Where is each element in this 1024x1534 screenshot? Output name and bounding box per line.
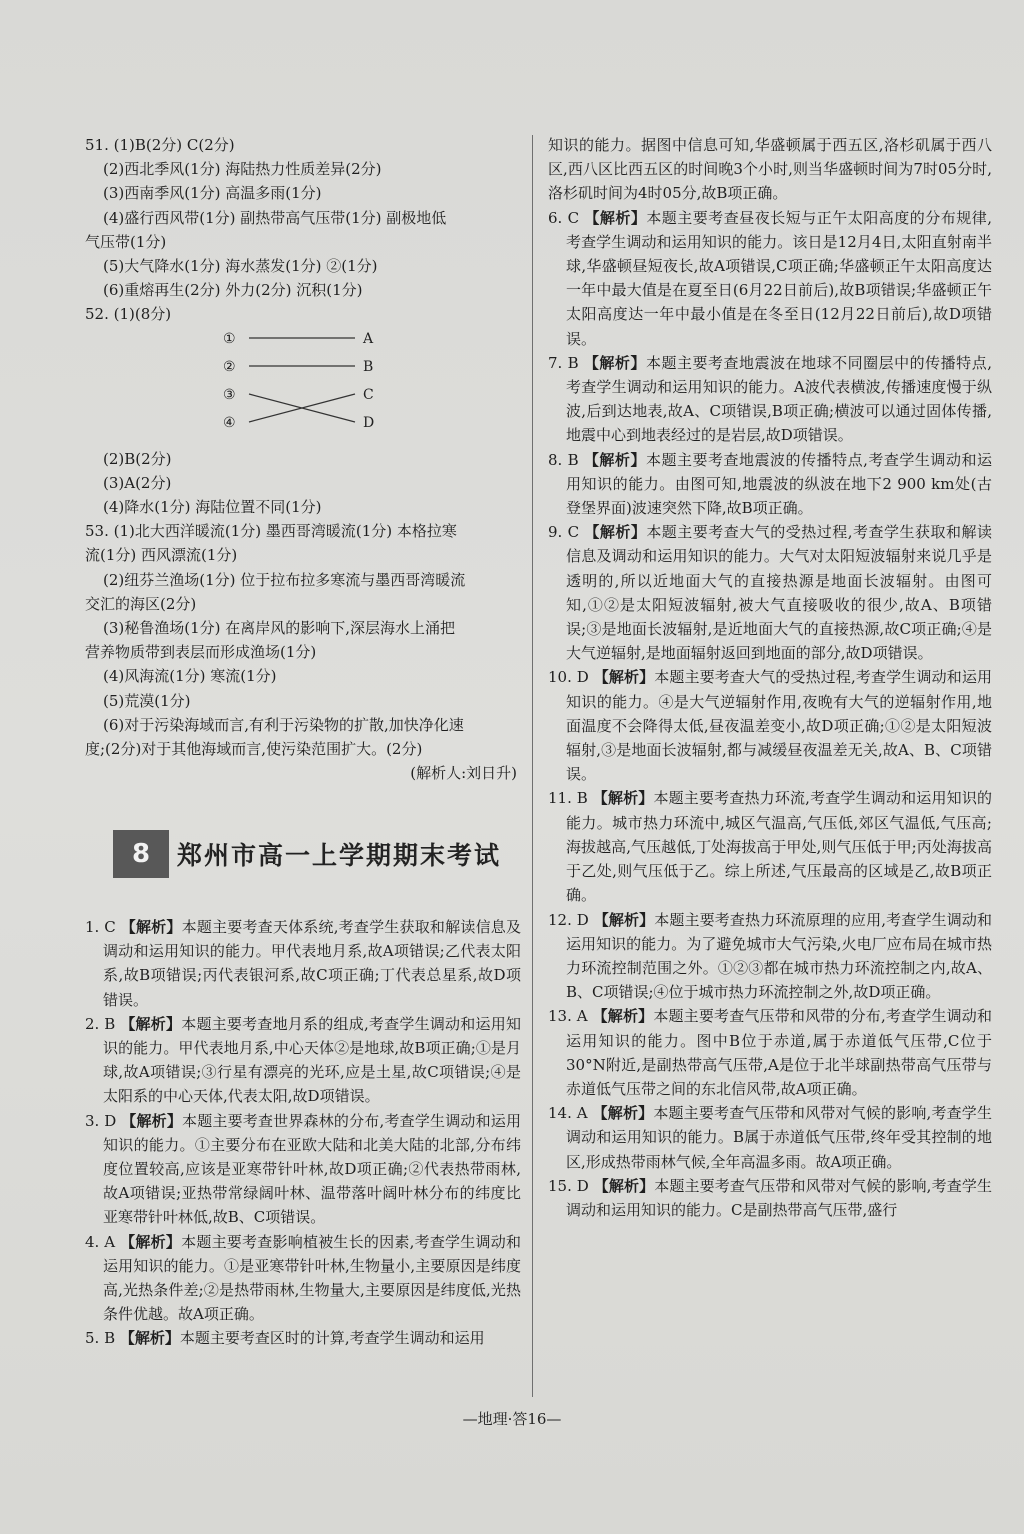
answer-text: 本题主要考查热力环流,考查学生调动和运用知识的能力。城市热力环流中,城区气温高,气压低,郊区气温低,气压高;海拔越高,气压越低,丁处海拔高于甲处,则气压低于甲;丙处海拔高于乙处,则气压低于乙。综上所述,气压最高的区域是乙,故B项正确。 <box>566 789 992 905</box>
analysis-tag: 【解析】 <box>593 910 655 929</box>
answer-number: 11. B <box>548 789 588 808</box>
answer-53-3b: 营养物质带到表层而形成渔场(1分) <box>85 643 317 662</box>
answer-text: 本题主要考查热力环流原理的应用,考查学生调动和运用知识的能力。为了避免城市大气污染,火电厂应布局在城市热力环流控制范围之外。①②③都在城市热力环流控制之内,故A、B、C项错误;④位于城市热力环流控制之外,故D项正确。 <box>566 910 992 1002</box>
analysis-tag: 【解析】 <box>120 1014 182 1033</box>
section-number-badge: 8 <box>113 830 169 878</box>
diagram-label-a: A <box>363 330 374 347</box>
answer-item <box>85 915 521 1012</box>
answer-item <box>85 1230 521 1327</box>
left-column <box>85 133 521 785</box>
answer-item <box>85 1326 521 1350</box>
answer-number: 10. D <box>548 668 589 687</box>
answer-text: 本题主要考查气压带和风带对气候的影响,考查学生调动和运用知识的能力。B属于赤道低气压带,终年受其控制的地区,形成热带雨林气候,全年高温多雨。故A项正确。 <box>566 1104 992 1171</box>
answer-text: 知识的能力。据图中信息可知,华盛顿属于西五区,洛杉矶属于西八区,西八区比西五区的时间晚3个小时,则当华盛顿时间为7时05分时,洛杉矶时间为4时05分,故B项正确。 <box>548 136 992 203</box>
analysis-tag: 【解析】 <box>592 1007 654 1026</box>
column-divider <box>532 135 533 1397</box>
answer-number: 2. B <box>85 1014 116 1033</box>
answer-item <box>548 133 992 206</box>
diagram-label-b: B <box>363 358 374 375</box>
answer-text: 本题主要考查地月系的组成,考查学生调动和运用知识的能力。甲代表地月系,中心天体②是地球,故B项正确;①是月球,故A项错误;③行星有漂亮的光环,应是土星,故C项错误;④是太阳系的中心天体,代表太阳,故D项错误。 <box>103 1014 521 1106</box>
answer-number: 7. B <box>548 353 579 372</box>
answer-number: 13. A <box>548 1007 588 1026</box>
answer-text: 本题主要考查世界森林的分布,考查学生调动和运用知识的能力。①主要分布在亚欧大陆和北美大陆的北部,分布纬度位置较高,应该是亚寒带针叶林,故D项正确;②代表热带雨林,故A项错误;亚热带常绿阔叶林、温带落叶阔叶林分布的纬度比亚寒带针叶林低,故B、C项错误。 <box>103 1111 521 1227</box>
answer-53-3a: (3)秘鲁渔场(1分) 在离岸风的影响下,深层海水上涌把 <box>103 619 456 638</box>
matching-diagram <box>85 327 521 447</box>
answer-item <box>548 448 992 521</box>
analysis-tag: 【解析】 <box>584 208 647 227</box>
answer-number: 6. C <box>548 208 580 227</box>
answer-number: 14. A <box>548 1104 588 1123</box>
answer-51-3: (3)西南季风(1分) 高温多雨(1分) <box>103 184 322 203</box>
answer-item <box>548 1101 992 1174</box>
matching-lines-figure <box>215 327 395 447</box>
analysis-tag: 【解析】 <box>592 789 654 808</box>
answer-item <box>85 1109 521 1230</box>
answer-text: 本题主要考查影响植被生长的因素,考查学生调动和运用知识的能力。①是亚寒带针叶林,生物量小,主要原因是纬度高,光热条件差;②是热带雨林,生物量大,主要原因是纬度低,光热条件优越。故A项正确。 <box>103 1232 521 1324</box>
diagram-label-2: ② <box>223 358 236 375</box>
answer-number: 4. A <box>85 1232 116 1251</box>
answer-item <box>548 665 992 786</box>
analysis-tag: 【解析】 <box>583 353 646 372</box>
answer-53-4: (4)风海流(1分) 寒流(1分) <box>103 667 277 686</box>
answer-item <box>548 908 992 1005</box>
answer-52-2: (2)B(2分) <box>103 449 172 468</box>
analysis-tag: 【解析】 <box>593 668 655 687</box>
analysis-tag: 【解析】 <box>593 1176 655 1195</box>
answer-item <box>548 351 992 448</box>
analysis-tag: 【解析】 <box>592 1104 654 1123</box>
analysis-tag: 【解析】 <box>584 523 647 542</box>
answer-52-1: 52. (1)(8分) <box>85 305 172 324</box>
answer-number: 9. C <box>548 523 580 542</box>
answer-text: 本题主要考查大气的受热过程,考查学生获取和解读信息及调动和运用知识的能力。大气对太阳短波辐射来说几乎是透明的,所以近地面大气的直接热源是地面长波辐射。由图可知,①②是太阳短波辐射,被大气直接吸收的很少,故A、B项错误;③是地面长波辐射,是近地面大气的直接热源,故C项正确;④是大气逆辐射,是地面辐射返回到地面的部分,故D项错误。 <box>566 523 992 663</box>
analysis-tag: 【解析】 <box>120 1232 182 1251</box>
analysis-tag: 【解析】 <box>119 1329 180 1348</box>
answer-text: 本题主要考查气压带和风带对气候的影响,考查学生调动和运用知识的能力。C是副热带高气压带,盛行 <box>566 1176 992 1219</box>
diagram-label-c: C <box>363 386 374 403</box>
answer-53-5: (5)荒漠(1分) <box>103 691 191 710</box>
answer-53-1b: 流(1分) 西风漂流(1分) <box>85 546 238 565</box>
answer-53-6a: (6)对于污染海域而言,有利于污染物的扩散,加快净化速 <box>103 715 464 734</box>
answer-51-2: (2)西北季风(1分) 海陆热力性质差异(2分) <box>103 160 382 179</box>
answer-number: 12. D <box>548 910 589 929</box>
answer-text: 本题主要考查天体系统,考查学生获取和解读信息及调动和运用知识的能力。甲代表地月系,故A项错误;乙代表太阳系,故B项错误;丙代表银河系,故C项正确;丁代表总星系,故D项错误。 <box>103 918 521 1009</box>
answer-item <box>548 1004 992 1101</box>
answer-item <box>548 520 992 665</box>
section-header <box>113 830 523 878</box>
answer-53-2a: (2)纽芬兰渔场(1分) 位于拉布拉多寒流与墨西哥湾暖流 <box>103 570 466 589</box>
answer-53-6b: 度;(2分)对于其他海域而言,使污染范围扩大。(2分) <box>85 740 423 759</box>
answer-item <box>548 1174 992 1222</box>
diagram-label-4: ④ <box>223 414 236 431</box>
answer-item <box>548 206 992 351</box>
analysis-tag: 【解析】 <box>583 450 646 469</box>
right-column <box>548 133 992 1222</box>
answer-52-3: (3)A(2分) <box>103 473 172 492</box>
answer-number: 5. B <box>85 1329 116 1348</box>
analyst-signature: (解析人:刘日升) <box>410 764 517 783</box>
answer-number: 1. C <box>85 918 116 936</box>
diagram-label-1: ① <box>223 330 236 347</box>
answer-53-2b: 交汇的海区(2分) <box>85 594 197 613</box>
answer-51-1: 51. (1)B(2分) C(2分) <box>85 136 235 154</box>
answer-53-1a: 53. (1)北大西洋暖流(1分) 墨西哥湾暖流(1分) 本格拉寒 <box>85 522 457 541</box>
answer-text: 本题主要考查地震波在地球不同圈层中的传播特点,考查学生调动和运用知识的能力。A波代表横波,传播速度慢于纵波,后到达地表,故A、C项错误,B项正确;横波可以通过固体传播,地震中心到地表经过的是岩层,故D项错误。 <box>566 353 992 445</box>
answer-text: 本题主要考查大气的受热过程,考查学生调动和运用知识的能力。④是大气逆辐射作用,夜晚有大气的逆辐射作用,地面温度不会降得太低,昼夜温差变小,故D项正确;①②是太阳短波辐射,③是地面长波辐射,都与减缓昼夜温差无关,故A、B、C项错误。 <box>566 668 992 784</box>
answer-51-6: (6)重熔再生(2分) 外力(2分) 沉积(1分) <box>103 281 363 300</box>
diagram-label-d: D <box>363 414 375 431</box>
answer-number: 3. D <box>85 1111 117 1130</box>
diagram-label-3: ③ <box>223 386 236 403</box>
answer-number: 8. B <box>548 450 579 469</box>
answer-text: 本题主要考查气压带和风带的分布,考查学生调动和运用知识的能力。图中B位于赤道,属于赤道低气压带,C位于30°N附近,是副热带高气压带,A是位于北半球副热带高气压带与赤道低气压带之间的东北信风带,故A项正确。 <box>566 1007 992 1098</box>
answer-52-4: (4)降水(1分) 海陆位置不同(1分) <box>103 498 322 517</box>
answer-51-4b: 气压带(1分) <box>85 232 167 251</box>
answer-item <box>85 1012 521 1109</box>
answer-text: 本题主要考查地震波的传播特点,考查学生调动和运用知识的能力。由图可知,地震波的纵波在地下2 900 km处(古登堡界面)波速突然下降,故B项正确。 <box>566 450 992 518</box>
section-title: 郑州市高一上学期期末考试 <box>177 841 502 870</box>
answer-text: 本题主要考查区时的计算,考查学生调动和运用 <box>179 1329 485 1348</box>
answer-51-5: (5)大气降水(1分) 海水蒸发(1分) ②(1分) <box>103 257 378 276</box>
left-answers <box>85 915 521 1351</box>
answer-51-4a: (4)盛行西风带(1分) 副热带高气压带(1分) 副极地低 <box>103 208 447 227</box>
answer-text: 本题主要考查昼夜长短与正午太阳高度的分布规律,考查学生调动和运用知识的能力。该日是12月4日,太阳直射南半球,华盛顿昼短夜长,故A项错误,C项正确;华盛顿正午太阳高度达一年中最大值是在夏至日(6月22日前后),故B项错误;华盛顿正午太阳高度达一年中最小值是在冬至日(12月22日前后),故D项错误。 <box>566 208 992 348</box>
page-footer: —地理·答16— <box>462 1410 562 1428</box>
answer-item <box>548 786 992 907</box>
answer-number: 15. D <box>548 1176 589 1195</box>
analysis-tag: 【解析】 <box>120 918 182 936</box>
analysis-tag: 【解析】 <box>121 1111 183 1130</box>
